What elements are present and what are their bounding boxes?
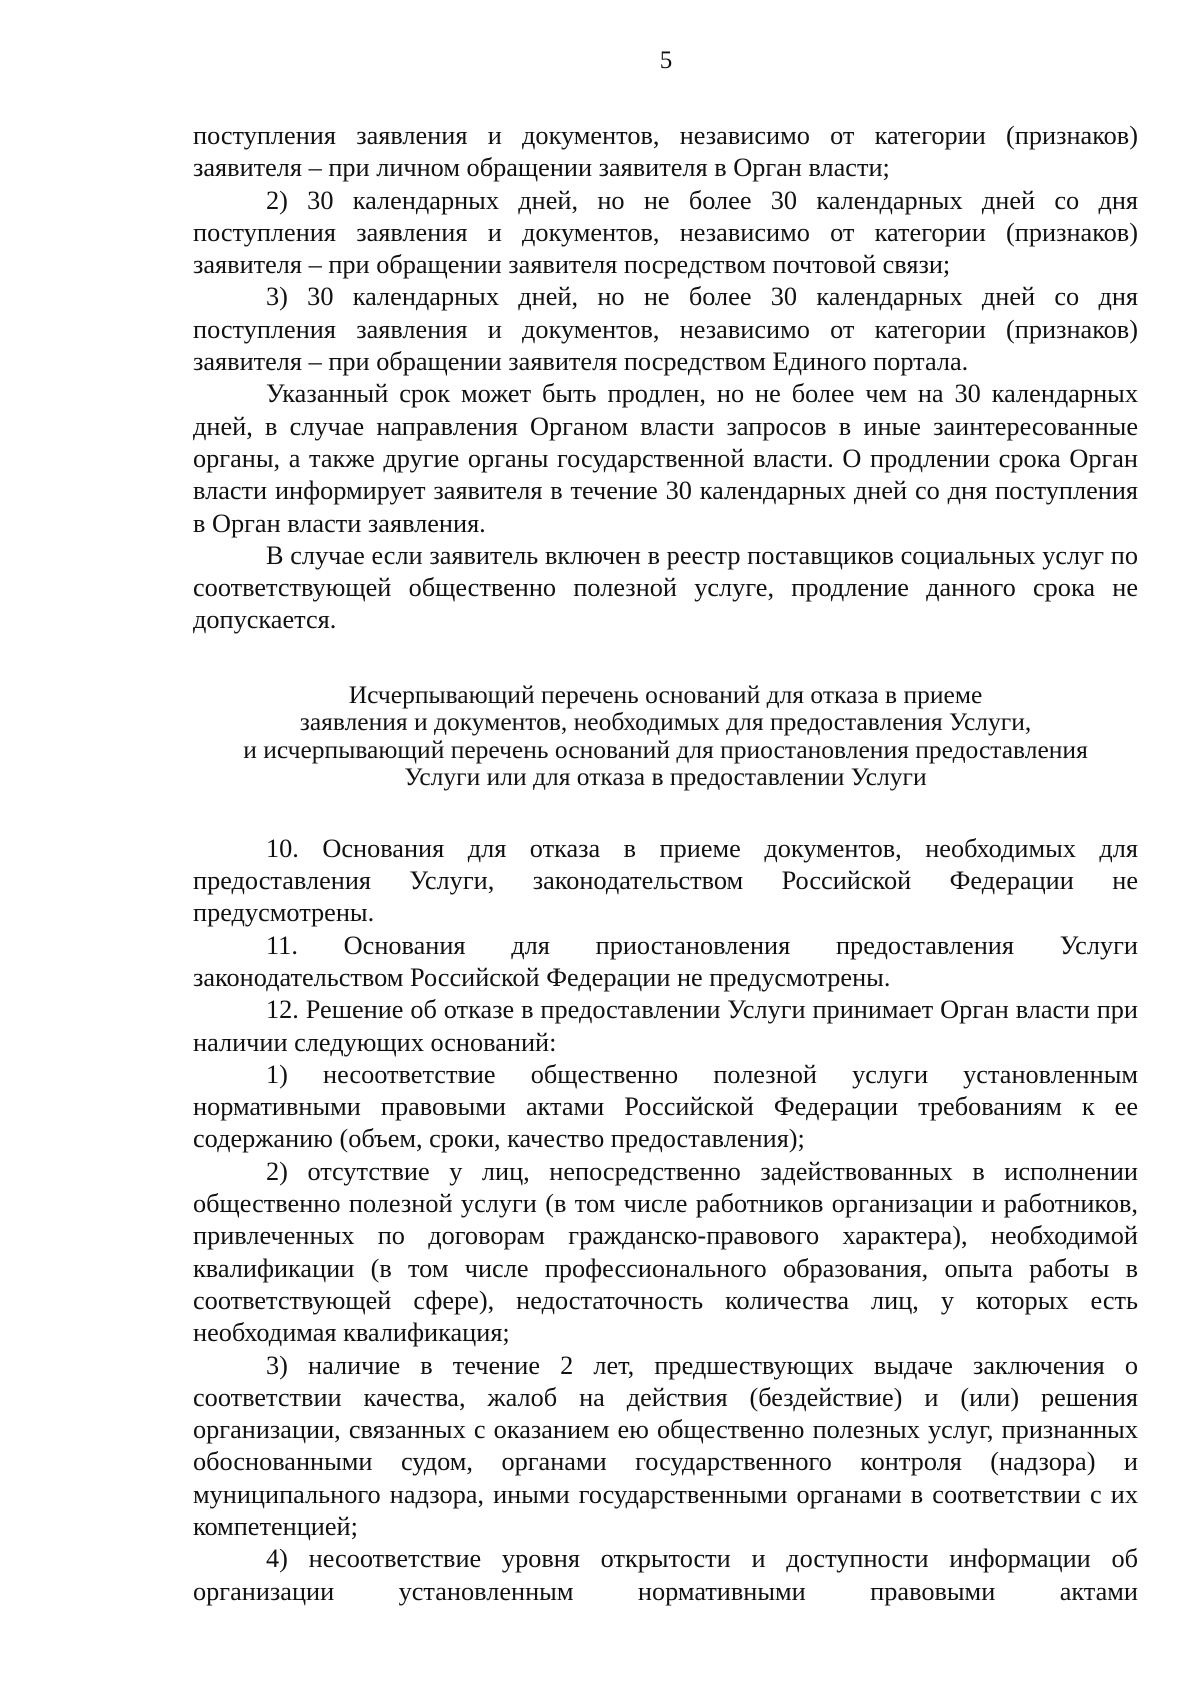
paragraph-continuation: поступления заявления и документов, независимо от категории (признаков) заявителя – при личном обращении заявителя в Орган власти; — [193, 121, 1138, 183]
paragraph-deadline-extension: Указанный срок может быть продлен, но не более чем на 30 календарных дней, в случае направления Органом власти запросов в иные заинтересованные органы, а также другие органы государственной власти. О продлении срока Орган власти информирует заявителя в течение 30 календарных дней со дня поступления в Орган власти заявления. — [193, 379, 1138, 538]
section-heading-line: и исчерпывающий перечень оснований для приостановления предоставления — [243, 734, 1088, 764]
section-heading — [193, 681, 1138, 791]
paragraph-ground-4: 4) несоответствие уровня открытости и доступности информации об организации установленным нормативными правовыми актами — [193, 1544, 1138, 1606]
section-heading-line: Исчерпывающий перечень оснований для отказа в приеме — [348, 679, 983, 709]
section-heading-line: Услуги или для отказа в предоставлении Услуги — [404, 762, 927, 792]
paragraph-deadline-portal: 3) 30 календарных дней, но не более 30 календарных дней со дня поступления заявления и документов, независимо от категории (признаков) заявителя – при обращении заявителя посредством Единого портала. — [193, 282, 1138, 377]
page-content — [193, 120, 1138, 1608]
paragraph-item-10: 10. Основания для отказа в приеме документов, необходимых для предоставления Услуги, законодательством Российской Федерации не предусмотрены. — [193, 833, 1138, 928]
paragraph-item-12: 12. Решение об отказе в предоставлении Услуги принимает Орган власти при наличии следующих оснований: — [193, 995, 1138, 1057]
paragraph-deadline-postal: 2) 30 календарных дней, но не более 30 календарных дней со дня поступления заявления и документов, независимо от категории (признаков) заявителя – при обращении заявителя посредством почтовой связи; — [193, 185, 1138, 280]
paragraph-extension-not-allowed: В случае если заявитель включен в реестр поставщиков социальных услуг по соответствующей общественно полезной услуге, продление данного срока не допускается. — [193, 540, 1138, 635]
section-heading-line: заявления и документов, необходимых для предоставления Услуги, — [299, 707, 1032, 737]
paragraph-ground-2: 2) отсутствие у лиц, непосредственно задействованных в исполнении общественно полезной услуги (в том числе работников организации и работников, привлеченных по договорам гражданско-правового характера), необходимой квалификации (в том числе профессионального образования, опыта работы в соответствующей сфере), недостаточность количества лиц, у которых есть необходимая квалификация; — [193, 1156, 1138, 1348]
paragraph-ground-1: 1) несоответствие общественно полезной услуги установленным нормативными правовыми актами Российской Федерации требованиям к ее содержанию (объем, сроки, качество предоставления); — [193, 1059, 1138, 1154]
paragraph-ground-3: 3) наличие в течение 2 лет, предшествующих выдаче заключения о соответствии качества, жалоб на действия (бездействие) и (или) решения организации, связанных с оказанием ею общественно полезных услуг, признанных обоснованными судом, органами государственного контроля (надзора) и муниципального надзора, иными государственными органами в соответствии с их компетенцией; — [193, 1350, 1138, 1541]
paragraph-item-11: 11. Основания для приостановления предоставления Услуги законодательством Российской Федерации не предусмотрены. — [193, 930, 1138, 992]
page-number: 5 — [659, 47, 673, 74]
